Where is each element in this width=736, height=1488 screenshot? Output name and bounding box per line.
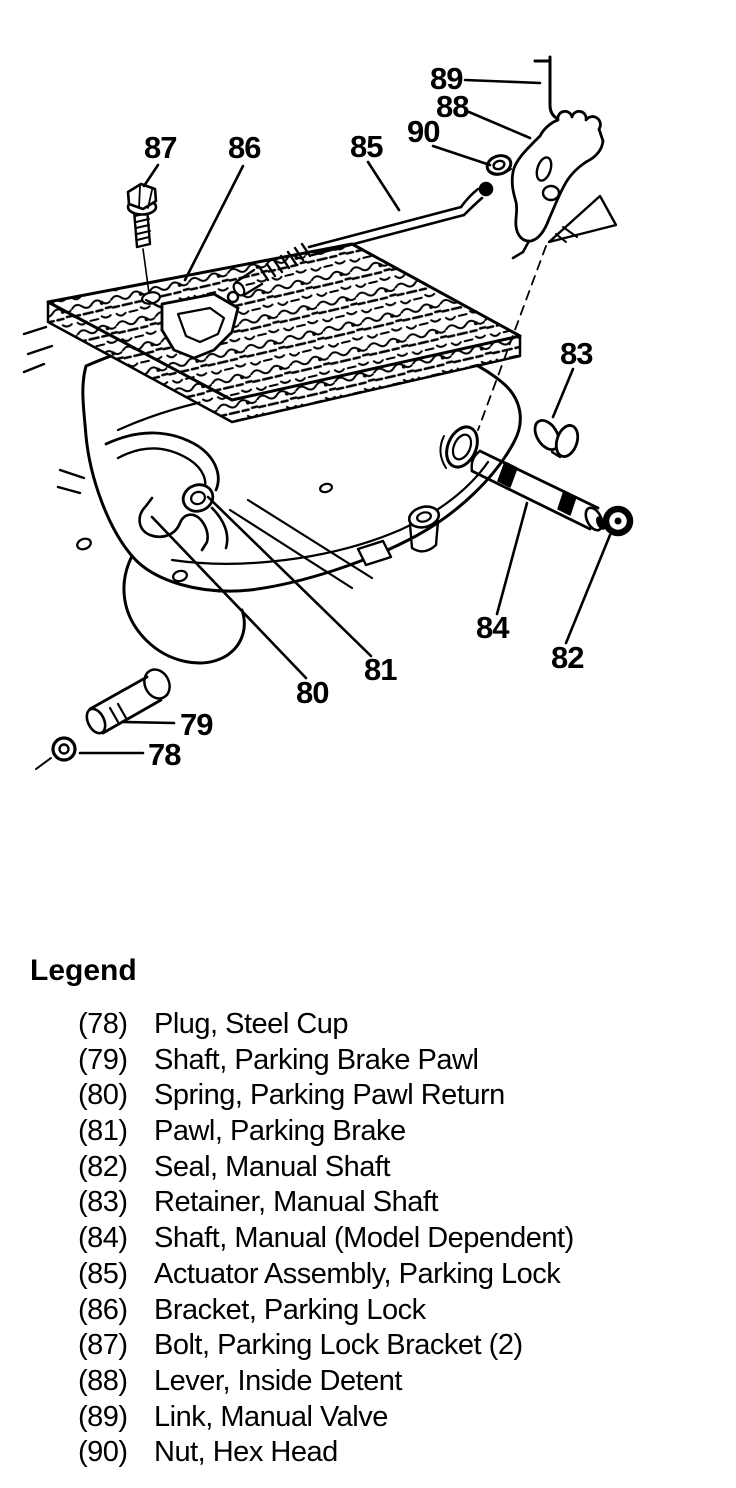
legend-item: [78, 1436, 710, 1472]
callout-84: 84: [476, 610, 509, 645]
callout-82: 82: [551, 640, 584, 675]
legend-item-label: Bolt, Parking Lock Bracket (2): [154, 1329, 523, 1362]
legend-item-number: (84): [78, 1222, 128, 1255]
part-78-plug: [36, 738, 75, 769]
legend-item-label: Actuator Assembly, Parking Lock: [154, 1257, 561, 1290]
callout-90: 90: [407, 114, 440, 149]
legend-item: [78, 1294, 710, 1330]
legend-item-label: Retainer, Manual Shaft: [154, 1186, 439, 1219]
part-83-retainer: [530, 416, 581, 459]
part-87-bolt: [128, 184, 156, 293]
legend-item: [78, 1222, 710, 1258]
legend-item-label: Link, Manual Valve: [154, 1400, 388, 1433]
legend-item-label: Nut, Hex Head: [154, 1436, 338, 1469]
callout-78: 78: [148, 737, 181, 772]
legend-item-label: Pawl, Parking Brake: [154, 1115, 406, 1148]
legend-item: [78, 1329, 710, 1365]
legend-item: [78, 1151, 710, 1187]
legend-item-number: (86): [78, 1293, 128, 1326]
callout-89: 89: [430, 61, 463, 96]
legend-item-number: (80): [78, 1079, 128, 1112]
legend-item-number: (82): [78, 1150, 128, 1183]
legend-item-label: Spring, Parking Pawl Return: [154, 1079, 505, 1112]
legend-item-number: (90): [78, 1436, 128, 1469]
part-89-link: [535, 57, 560, 120]
legend-item-label: Lever, Inside Detent: [154, 1364, 402, 1397]
legend-item: [78, 1115, 710, 1151]
part-79-shaft: [83, 665, 174, 736]
legend-item-number: (79): [78, 1043, 128, 1076]
legend-item-label: Plug, Steel Cup: [154, 1008, 349, 1040]
legend-item-label: Shaft, Parking Brake Pawl: [154, 1043, 479, 1076]
legend-item-number: (78): [78, 1008, 128, 1040]
legend-item-number: (85): [78, 1257, 128, 1290]
legend-items: [78, 1008, 710, 1472]
callout-79: 79: [180, 707, 213, 742]
legend-item-number: (87): [78, 1329, 128, 1362]
legend-item-number: (89): [78, 1400, 128, 1433]
legend-item: [78, 1079, 710, 1115]
legend-item: [78, 1365, 710, 1401]
legend-item-number: (88): [78, 1364, 128, 1397]
callout-80: 80: [296, 675, 329, 710]
legend-item-label: Bracket, Parking Lock: [154, 1293, 426, 1326]
legend-item-label: Seal, Manual Shaft: [154, 1150, 391, 1183]
callout-83: 83: [560, 336, 593, 371]
legend-item-number: (83): [78, 1186, 128, 1219]
legend-item: [78, 1186, 710, 1222]
callout-86: 86: [228, 130, 261, 165]
part-82-seal: [606, 509, 630, 533]
legend-item-label: Shaft, Manual (Model Dependent): [154, 1222, 574, 1255]
callout-88: 88: [436, 89, 469, 124]
callout-87: 87: [144, 130, 177, 165]
legend-title: Legend: [30, 954, 137, 987]
callout-81: 81: [364, 652, 397, 687]
legend-item-number: (81): [78, 1115, 128, 1148]
legend-item: [78, 1044, 710, 1080]
legend-item: [78, 1258, 710, 1294]
callout-85: 85: [350, 129, 383, 164]
legend-section: [30, 954, 710, 1472]
legend-item: [78, 1401, 710, 1437]
legend-item: [78, 1008, 710, 1044]
